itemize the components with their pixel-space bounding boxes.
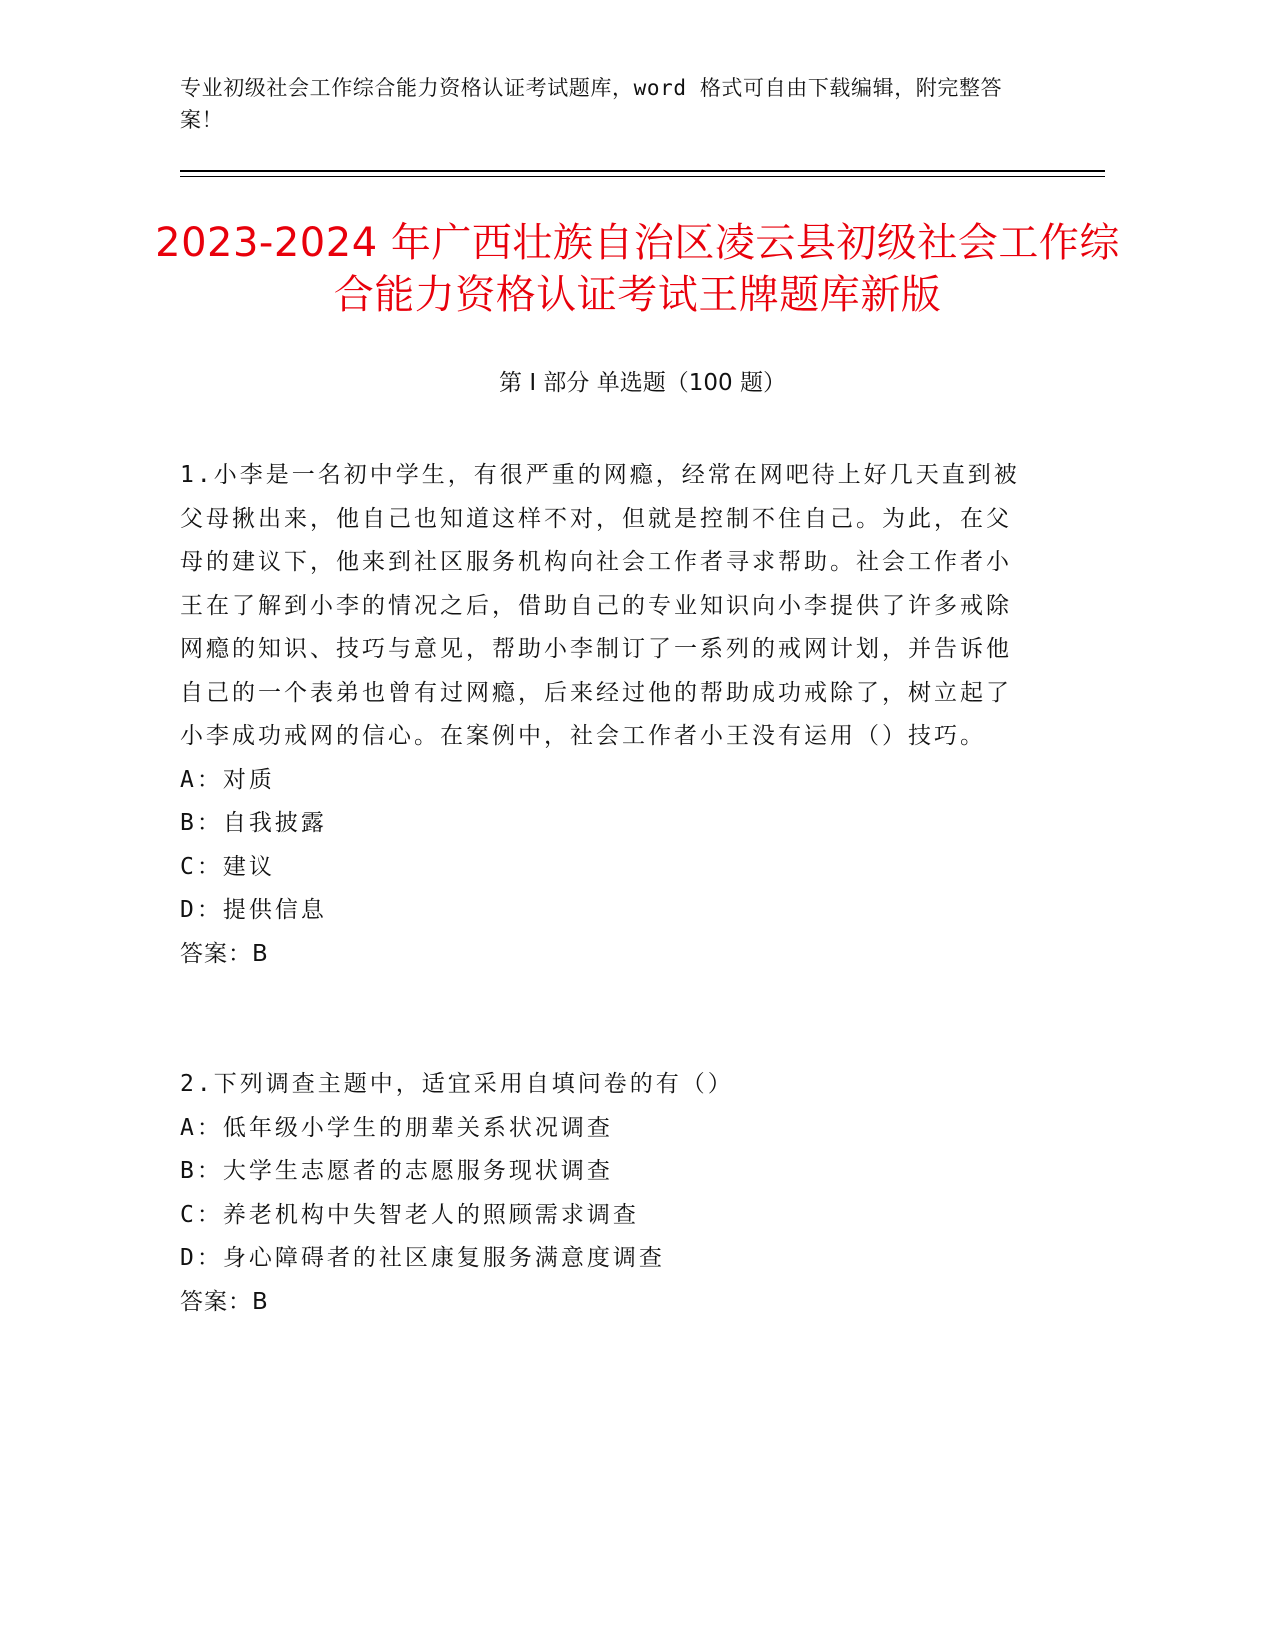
question-stem: 2.下列调查主题中，适宜采用自填问卷的有（）	[180, 1071, 734, 1097]
answer: 答案：B	[180, 1288, 269, 1315]
option-c: C：建议	[180, 853, 275, 880]
question-2	[180, 1063, 1020, 1324]
document-title: 2023-2024 年广西壮族自治区凌云县初级社会工作综合能力资格认证考试王牌题库新版	[155, 220, 1120, 318]
option-a: A：低年级小学生的朋辈关系状况调查	[180, 1114, 613, 1141]
question-1	[180, 454, 1020, 976]
header-rule-thick	[180, 170, 1105, 172]
header-rule-thin	[180, 176, 1105, 177]
option-d: D：身心障碍者的社区康复服务满意度调查	[180, 1245, 665, 1271]
section-heading: 第 I 部分 单选题（100 题）	[499, 370, 786, 396]
option-d: D：提供信息	[180, 897, 327, 923]
answer: 答案：B	[180, 940, 269, 967]
option-b: B：大学生志愿者的志愿服务现状调查	[180, 1158, 613, 1184]
header-note: 专业初级社会工作综合能力资格认证考试题库，word 格式可自由下载编辑，附完整答案！	[180, 76, 1003, 132]
option-b: B：自我披露	[180, 810, 327, 836]
option-a: A：对质	[180, 766, 275, 793]
option-c: C：养老机构中失智老人的照顾需求调查	[180, 1201, 639, 1228]
question-stem: 1.小李是一名初中学生，有很严重的网瘾，经常在网吧待上好几天直到被父母揪出来，他自己也知道这样不对，但就是控制不住自己。为此，在父母的建议下，他来到社区服务机构向社会工作者寻求帮助。社会工作者小王在了解到小李的情况之后，借助自己的专业知识向小李提供了许多戒除网瘾的知识、技巧与意见，帮助小李制订了一系列的戒网计划，并告诉他自己的一个表弟也曾有过网瘾，后来经过他的帮助成功戒除了，树立起了小李成功戒网的信心。在案例中，社会工作者小王没有运用（）技巧。	[180, 462, 1020, 749]
